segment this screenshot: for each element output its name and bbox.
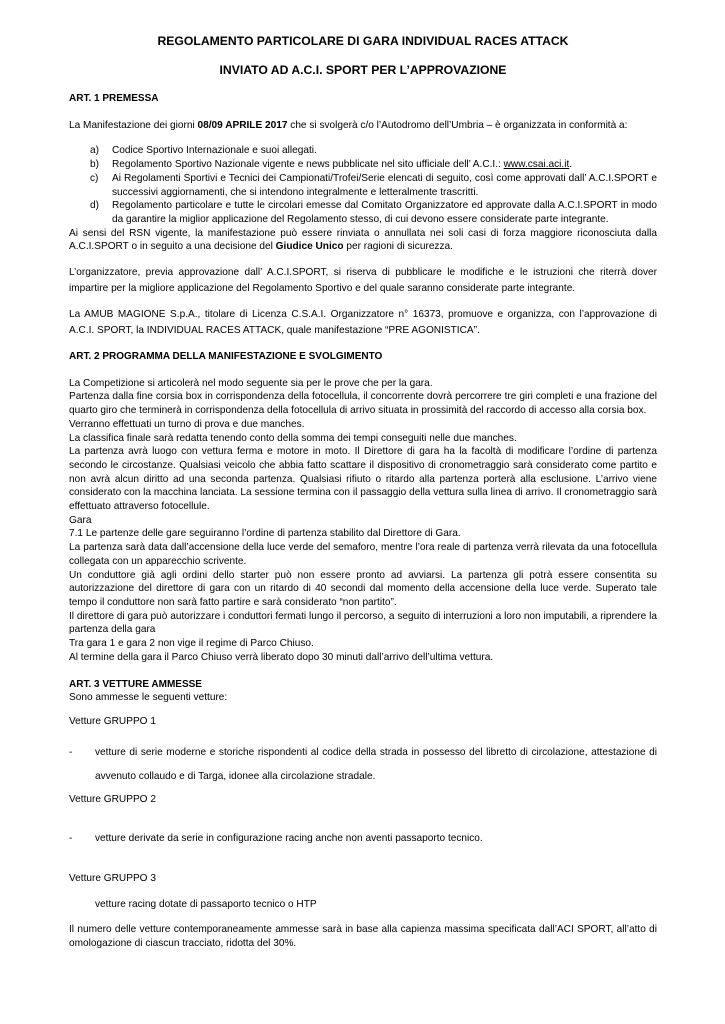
- list-item: a) Codice Sportivo Internazionale e suoi allegati.: [90, 145, 317, 157]
- art2-line: Un conduttore già agli ordini dello starter può non essere pronto ad avviarsi. La partenza gli potrà essere consentita su autorizzazione del direttore di gara con un ritardo di 40 secondi dal momento della accensione della luce verde. Superato tale tempo il conduttore non sarà fatto partire e sarà considerato “non partito”.: [69, 569, 657, 608]
- document-subtitle: INVIATO AD A.C.I. SPORT PER L’APPROVAZIONE: [219, 63, 507, 77]
- art2-line: La classifica finale sarà redatta tenendo conto della somma dei tempi conseguiti nelle due manches.: [69, 432, 517, 444]
- art2-line: Partenza dalla fine corsia box in corrispondenza della fotocellula, il concorrente dovrà percorrere tre giri completi e una frazione del quarto giro che terminerà in corrispondenza della fotocellula di arrivo situata in prossimità del raccordo di accesso alla corsia box.: [69, 391, 657, 417]
- art1-paragraph-3: La AMUB MAGIONE S.p.A., titolare di Licenza C.S.A.I. Organizzatore n° 16373, promuove e organizza, con l’approvazione di A.C.I. SPORT, la INDIVIDUAL RACES ATTACK, quale manifestazione “PRE AGONISTICA”.: [69, 309, 657, 337]
- art2-heading: ART. 2 PROGRAMMA DELLA MANIFESTAZIONE E SVOLGIMENTO: [69, 351, 383, 363]
- art2-body: [69, 377, 657, 665]
- document-title: REGOLAMENTO PARTICOLARE DI GARA INDIVIDUAL RACES ATTACK: [157, 34, 569, 48]
- list-item: d) Regolamento particolare e tutte le circolari emesse dal Comitato Organizzatore ed approvate dalla A.C.I.SPORT in modo da garantire la miglior applicazione del Regolamento stesso, di cui devono essere considerate parte integrante.: [90, 200, 657, 225]
- art1-paragraph-2: L’organizzatore, previa approvazione dall’ A.C.I.SPORT, si riserva di pubblicare le modifiche e le istruzioni che riterrà dover impartire per la migliore applicazione del Regolamento Sportivo e del quale saranno considerate parte integrante.: [69, 267, 657, 295]
- group1-label: Vetture GRUPPO 1: [69, 715, 156, 727]
- art2-line: Gara: [69, 514, 92, 526]
- document-body: [69, 34, 657, 951]
- group2-item: - vetture derivate da serie in configurazione racing anche non aventi passaporto tecnico.: [69, 833, 483, 845]
- list-item: c) Ai Regolamenti Sportivi e Tecnici dei Campionati/Trofei/Serie elencati di seguito, così come approvati dall’ A.C.I.SPORT e successivi aggiornamenti, che si intendono integralmente e letteralmente trascritti.: [90, 172, 657, 198]
- art2-line: La partenza avrà luogo con vettura ferma e motore in moto. Il Direttore di gara ha la facoltà di modificare l’ordine di partenza secondo le circostanze. Qualsiasi veicolo che abbia fatto scattare il dispositivo di cronometraggio sarà considerato come partito e non avrà alcun diritto ad una seconda partenza. Qualsiasi rifiuto o ritardo alla partenza porterà alla esclusione. L’arrivo viene considerato con la macchina lanciata. La sessione termina con il passaggio della vettura sulla linea di arrivo. Il cronometraggio sarà effettuato attraverso fotocellule.: [69, 446, 657, 513]
- art2-line: Al termine della gara il Parco Chiuso verrà liberato dopo 30 minuti dall’arrivo dell’ultima vettura.: [69, 651, 494, 663]
- group2-label: Vetture GRUPPO 2: [69, 793, 156, 805]
- list-item: b) Regolamento Sportivo Nazionale vigente e news pubblicate nel sito ufficiale dell’ A.C.I.: www.csai.aci.it.: [90, 159, 573, 171]
- art3-intro: Sono ammesse le seguenti vetture:: [69, 692, 228, 704]
- art3-closing: Il numero delle vetture contemporaneamente ammesse sarà in base alla capienza massima specificata dall’ACI SPORT, all’atto di omologazione di ciascun tracciato, ridotta del 30%.: [69, 924, 657, 950]
- art2-line: Verranno effettuati un turno di prova e due manches.: [69, 418, 305, 430]
- event-dates: 08/09 APRILE 2017: [197, 119, 288, 131]
- art2-line: 7.1 Le partenze delle gare seguiranno l’ordine di partenza stabilito dal Direttore di Gara.: [69, 528, 461, 540]
- art3-heading: ART. 3 VETTURE AMMESSE: [69, 678, 202, 690]
- art1-intro: La Manifestazione dei giorni 08/09 APRILE 2017 che si svolgerà c/o l’Autodromo dell’Umbria – è organizzata in conformità a:: [69, 119, 628, 131]
- csai-website-link[interactable]: www.csai.aci.it: [503, 159, 570, 171]
- conformity-list: [69, 144, 657, 226]
- art2-line: La partenza sarà data dall’accensione della luce verde del semaforo, mentre l’ora reale di partenza verrà rilevata da una fotocellula collegata con un apparecchio scrivente.: [69, 542, 657, 567]
- group3-label: Vetture GRUPPO 3: [69, 873, 156, 885]
- art1-heading: ART. 1 PREMESSA: [69, 93, 159, 104]
- art2-line: Il direttore di gara può autorizzare i conduttori fermati lungo il percorso, a seguito di interruzioni a loro non imputabili, a riprendere la partenza della gara: [69, 610, 657, 636]
- group1-item: - vetture di serie moderne e storiche rispondenti al codice della strada in possesso del libretto di circolazione, attestazione di avvenuto collaudo e di Targa, idonee alla circolazione stradale.: [69, 746, 657, 782]
- art2-line: Tra gara 1 e gara 2 non vige il regime di Parco Chiuso.: [69, 638, 314, 650]
- group3-item: vetture racing dotate di passaporto tecnico o HTP: [95, 898, 317, 910]
- art2-line: La Competizione si articolerà nel modo seguente sia per le prove che per la gara.: [69, 377, 433, 389]
- art1-rsn-paragraph: Ai sensi del RSN vigente, la manifestazione può essere rinviata o annullata nei soli casi di forza maggiore riconosciuta dalla A.C.I.SPORT o in seguito a una decisione del Giudice Unico per ragioni di sicurezza.: [69, 227, 657, 253]
